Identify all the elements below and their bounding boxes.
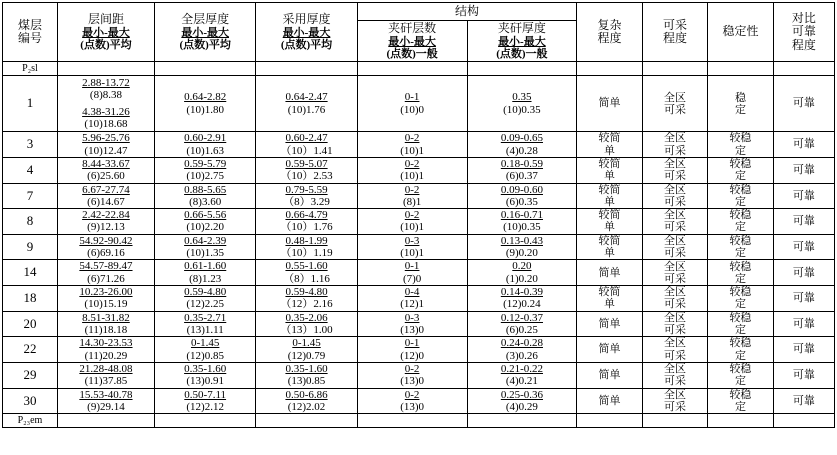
dirt-count-cell: 0-2 (13)0 bbox=[357, 388, 467, 414]
seam-no: 9 bbox=[3, 234, 58, 260]
full-thickness-cell: 0-1.45 (12)0.85 bbox=[155, 337, 256, 363]
spacing-cell: 54.92-90.42 (6)69.16 bbox=[57, 234, 154, 260]
spacer-cell bbox=[155, 414, 256, 428]
reliability-cell: 可靠 bbox=[773, 362, 834, 388]
seam-no: 4 bbox=[3, 157, 58, 183]
mined-thickness-cell: 0.50-6.86 (12)2.02 bbox=[256, 388, 357, 414]
stratum-marker-bottom: P₂₃em bbox=[3, 414, 58, 428]
spacing-cell: 54.57-89.47 (6)71.26 bbox=[57, 260, 154, 286]
header-reliability: 对比 可靠 程度 bbox=[773, 3, 834, 62]
seam-no: 14 bbox=[3, 260, 58, 286]
complexity-cell: 较简 单 bbox=[577, 286, 642, 312]
spacer-cell bbox=[57, 62, 154, 76]
mined-thickness-cell: 0.59-5.07 （10）2.53 bbox=[256, 157, 357, 183]
stability-cell: 较稳 定 bbox=[708, 209, 773, 235]
minable-cell: 全区 可采 bbox=[642, 76, 707, 132]
spacer-cell bbox=[773, 62, 834, 76]
dirt-count-cell: 0-1 (10)0 bbox=[357, 76, 467, 132]
minable-cell: 全区 可采 bbox=[642, 311, 707, 337]
spacing-cell: 8.44-33.67 (6)25.60 bbox=[57, 157, 154, 183]
minable-cell: 全区 可采 bbox=[642, 132, 707, 158]
minable-cell: 全区 可采 bbox=[642, 157, 707, 183]
dirt-thickness-cell: 0.14-0.39 (12)0.24 bbox=[467, 286, 577, 312]
minable-cell: 全区 可采 bbox=[642, 209, 707, 235]
stability-cell: 较稳 定 bbox=[708, 311, 773, 337]
full-thickness-cell: 0.64-2.82 (10)1.80 bbox=[155, 76, 256, 132]
full-thickness-cell: 0.59-5.79 (10)2.75 bbox=[155, 157, 256, 183]
table-row bbox=[3, 157, 835, 183]
minable-cell: 全区 可采 bbox=[642, 234, 707, 260]
dirt-count-cell: 0-1 (12)0 bbox=[357, 337, 467, 363]
mined-thickness-cell: 0-1.45 (12)0.79 bbox=[256, 337, 357, 363]
table-row bbox=[3, 132, 835, 158]
spacing-cell: 5.96-25.76 (10)12.47 bbox=[57, 132, 154, 158]
table-row bbox=[3, 362, 835, 388]
spacing-cell: 15.53-40.78 (9)29.14 bbox=[57, 388, 154, 414]
complexity-cell: 简单 bbox=[577, 337, 642, 363]
minable-cell: 全区 可采 bbox=[642, 183, 707, 209]
dirt-thickness-cell: 0.24-0.28 (3)0.26 bbox=[467, 337, 577, 363]
coal-seam-table-sheet bbox=[0, 2, 837, 455]
dirt-thickness-cell: 0.18-0.59 (6)0.37 bbox=[467, 157, 577, 183]
spacer-cell bbox=[467, 62, 577, 76]
dirt-count-cell: 0-2 (10)1 bbox=[357, 209, 467, 235]
complexity-cell: 简单 bbox=[577, 311, 642, 337]
mined-thickness-cell: 0.79-5.59 （8）3.29 bbox=[256, 183, 357, 209]
stability-cell: 较稳 定 bbox=[708, 157, 773, 183]
spacing-cell: 2.42-22.84 (9)12.13 bbox=[57, 209, 154, 235]
stratum-marker-top: P₂sl bbox=[3, 62, 58, 76]
spacer-cell bbox=[256, 414, 357, 428]
table-row bbox=[3, 311, 835, 337]
dirt-count-cell: 0-4 (12)1 bbox=[357, 286, 467, 312]
header-structure: 结构 bbox=[357, 3, 577, 21]
seam-no: 30 bbox=[3, 388, 58, 414]
spacing-cell: 8.51-31.82 (11)18.18 bbox=[57, 311, 154, 337]
header-spacing: 层间距 最小-最大 (点数)平均 bbox=[57, 3, 154, 62]
table-row bbox=[3, 209, 835, 235]
seam-no: 22 bbox=[3, 337, 58, 363]
table-row bbox=[3, 286, 835, 312]
dirt-count-cell: 0-1 (7)0 bbox=[357, 260, 467, 286]
dirt-thickness-cell: 0.16-0.71 (10)0.35 bbox=[467, 209, 577, 235]
header-minable-degree: 可采 程度 bbox=[642, 3, 707, 62]
reliability-cell: 可靠 bbox=[773, 388, 834, 414]
seam-no: 20 bbox=[3, 311, 58, 337]
spacer-cell bbox=[773, 414, 834, 428]
header-stability: 稳定性 bbox=[708, 3, 773, 62]
mined-thickness-cell: 0.66-4.79 （10）1.76 bbox=[256, 209, 357, 235]
reliability-cell: 可靠 bbox=[773, 157, 834, 183]
dirt-thickness-cell: 0.09-0.60 (6)0.35 bbox=[467, 183, 577, 209]
stability-cell: 稳 定 bbox=[708, 76, 773, 132]
spacer-cell bbox=[708, 414, 773, 428]
coal-seam-characteristics-table bbox=[2, 2, 835, 428]
stability-cell: 较稳 定 bbox=[708, 286, 773, 312]
spacer-cell bbox=[357, 414, 467, 428]
seam-no: 1 bbox=[3, 76, 58, 132]
stability-cell: 较稳 定 bbox=[708, 234, 773, 260]
complexity-cell: 较简 单 bbox=[577, 234, 642, 260]
reliability-cell: 可靠 bbox=[773, 234, 834, 260]
minable-cell: 全区 可采 bbox=[642, 388, 707, 414]
header-dirt-thickness: 夹矸厚度 最小-最大 (点数)一般 bbox=[467, 21, 577, 62]
full-thickness-cell: 0.64-2.39 (10)1.35 bbox=[155, 234, 256, 260]
reliability-cell: 可靠 bbox=[773, 209, 834, 235]
spacer-cell bbox=[708, 62, 773, 76]
mined-thickness-cell: 0.35-1.60 (13)0.85 bbox=[256, 362, 357, 388]
spacing-cell: 6.67-27.74 (6)14.67 bbox=[57, 183, 154, 209]
dirt-thickness-cell: 0.12-0.37 (6)0.25 bbox=[467, 311, 577, 337]
spacer-cell bbox=[357, 62, 467, 76]
mined-thickness-cell: 0.59-4.80 （12）2.16 bbox=[256, 286, 357, 312]
table-row bbox=[3, 76, 835, 132]
stability-cell: 较稳 定 bbox=[708, 388, 773, 414]
header-seam-no: 煤层 编号 bbox=[3, 3, 58, 62]
table-row bbox=[3, 234, 835, 260]
spacing-cell: 10.23-26.00 (10)15.19 bbox=[57, 286, 154, 312]
dirt-count-cell: 0-2 (8)1 bbox=[357, 183, 467, 209]
stratum-marker-row-top bbox=[3, 62, 835, 76]
dirt-thickness-cell: 0.25-0.36 (4)0.29 bbox=[467, 388, 577, 414]
reliability-cell: 可靠 bbox=[773, 183, 834, 209]
complexity-cell: 较简 单 bbox=[577, 183, 642, 209]
minable-cell: 全区 可采 bbox=[642, 286, 707, 312]
dirt-thickness-cell: 0.35 (10)0.35 bbox=[467, 76, 577, 132]
value-pair: 4.38-31.26 (10)18.68 bbox=[82, 105, 130, 130]
full-thickness-cell: 0.60-2.91 (10)1.63 bbox=[155, 132, 256, 158]
spacing-cell: 14.30-23.53 (11)20.29 bbox=[57, 337, 154, 363]
reliability-cell: 可靠 bbox=[773, 311, 834, 337]
complexity-cell: 较简 单 bbox=[577, 132, 642, 158]
stability-cell: 较稳 定 bbox=[708, 362, 773, 388]
seam-no: 8 bbox=[3, 209, 58, 235]
spacer-cell bbox=[155, 62, 256, 76]
stability-cell: 较稳 定 bbox=[708, 337, 773, 363]
header-dirt-count: 夹矸层数 最小-最大 (点数)一般 bbox=[357, 21, 467, 62]
header-complexity: 复杂 程度 bbox=[577, 3, 642, 62]
table-row bbox=[3, 183, 835, 209]
mined-thickness-cell: 0.35-2.06 （13）1.00 bbox=[256, 311, 357, 337]
complexity-cell: 简单 bbox=[577, 76, 642, 132]
stability-cell: 较稳 定 bbox=[708, 183, 773, 209]
mined-thickness-cell: 0.48-1.99 （10）1.19 bbox=[256, 234, 357, 260]
dirt-count-cell: 0-2 (13)0 bbox=[357, 362, 467, 388]
full-thickness-cell: 0.35-2.71 (13)1.11 bbox=[155, 311, 256, 337]
dirt-count-cell: 0-2 (10)1 bbox=[357, 132, 467, 158]
header-mined-thickness: 采用厚度 最小-最大 (点数)平均 bbox=[256, 3, 357, 62]
spacer-cell bbox=[642, 414, 707, 428]
minable-cell: 全区 可采 bbox=[642, 362, 707, 388]
dirt-count-cell: 0-3 (10)1 bbox=[357, 234, 467, 260]
reliability-cell: 可靠 bbox=[773, 337, 834, 363]
value-pair: 2.88-13.72 (8)8.38 bbox=[82, 77, 130, 102]
spacer-cell bbox=[467, 414, 577, 428]
stability-cell: 较稳 定 bbox=[708, 132, 773, 158]
reliability-cell: 可靠 bbox=[773, 132, 834, 158]
minable-cell: 全区 可采 bbox=[642, 260, 707, 286]
minable-cell: 全区 可采 bbox=[642, 337, 707, 363]
dirt-count-cell: 0-2 (10)1 bbox=[357, 157, 467, 183]
dirt-thickness-cell: 0.09-0.65 (4)0.28 bbox=[467, 132, 577, 158]
full-thickness-cell: 0.61-1.60 (8)1.23 bbox=[155, 260, 256, 286]
mined-thickness-cell: 0.64-2.47 (10)1.76 bbox=[256, 76, 357, 132]
mined-thickness-cell: 0.60-2.47 （10）1.41 bbox=[256, 132, 357, 158]
dirt-count-cell: 0-3 (13)0 bbox=[357, 311, 467, 337]
full-thickness-cell: 0.50-7.11 (12)2.12 bbox=[155, 388, 256, 414]
header-full-thickness: 全层厚度 最小-最大 (点数)平均 bbox=[155, 3, 256, 62]
table-row bbox=[3, 337, 835, 363]
mined-thickness-cell: 0.55-1.60 （8）1.16 bbox=[256, 260, 357, 286]
spacer-cell bbox=[57, 414, 154, 428]
table-row bbox=[3, 260, 835, 286]
full-thickness-cell: 0.66-5.56 (10)2.20 bbox=[155, 209, 256, 235]
complexity-cell: 较简 单 bbox=[577, 157, 642, 183]
dirt-thickness-cell: 0.13-0.43 (9)0.20 bbox=[467, 234, 577, 260]
spacing-cell: 21.28-48.08 (11)37.85 bbox=[57, 362, 154, 388]
stratum-marker-row-bottom bbox=[3, 414, 835, 428]
full-thickness-cell: 0.35-1.60 (13)0.91 bbox=[155, 362, 256, 388]
seam-no: 29 bbox=[3, 362, 58, 388]
reliability-cell: 可靠 bbox=[773, 286, 834, 312]
reliability-cell: 可靠 bbox=[773, 260, 834, 286]
full-thickness-cell: 0.88-5.65 (8)3.60 bbox=[155, 183, 256, 209]
dirt-thickness-cell: 0.21-0.22 (4)0.21 bbox=[467, 362, 577, 388]
seam-no: 7 bbox=[3, 183, 58, 209]
complexity-cell: 简单 bbox=[577, 388, 642, 414]
seam-no: 18 bbox=[3, 286, 58, 312]
complexity-cell: 较简 单 bbox=[577, 209, 642, 235]
reliability-cell: 可靠 bbox=[773, 76, 834, 132]
spacer-cell bbox=[642, 62, 707, 76]
complexity-cell: 简单 bbox=[577, 362, 642, 388]
spacing-cell bbox=[57, 76, 154, 132]
seam-no: 3 bbox=[3, 132, 58, 158]
spacer-cell bbox=[577, 414, 642, 428]
dirt-thickness-cell: 0.20 (1)0.20 bbox=[467, 260, 577, 286]
header-row-group bbox=[3, 3, 835, 21]
spacer-cell bbox=[577, 62, 642, 76]
spacer-cell bbox=[256, 62, 357, 76]
stability-cell: 较稳 定 bbox=[708, 260, 773, 286]
table-row bbox=[3, 388, 835, 414]
complexity-cell: 简单 bbox=[577, 260, 642, 286]
full-thickness-cell: 0.59-4.80 (12)2.25 bbox=[155, 286, 256, 312]
